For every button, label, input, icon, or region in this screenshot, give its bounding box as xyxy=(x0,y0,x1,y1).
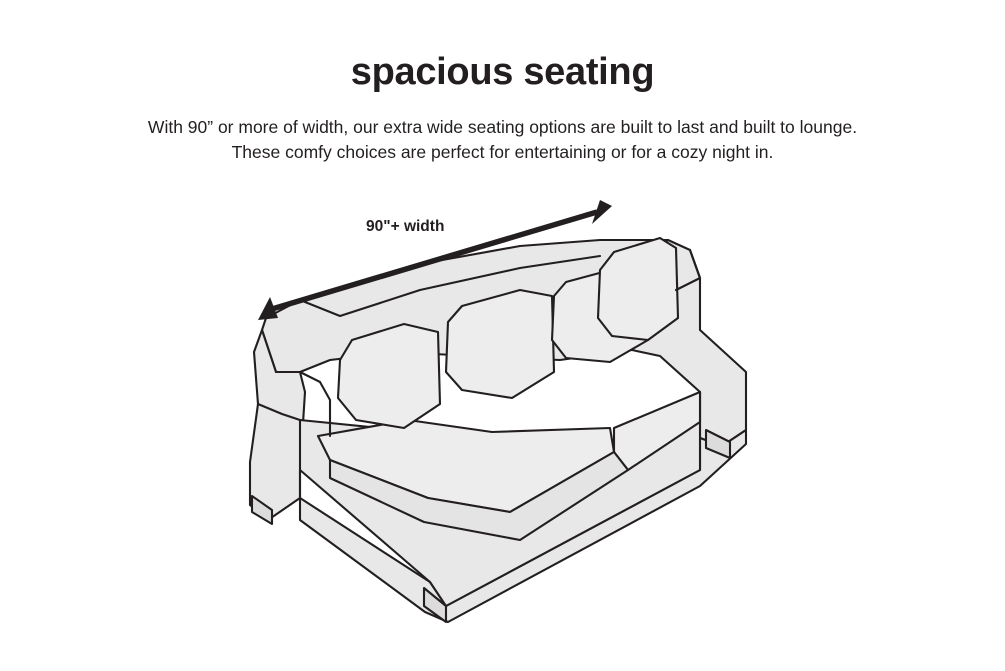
sofa-back-cushion-2 xyxy=(446,290,554,398)
width-dimension-label: 90"+ width xyxy=(366,218,445,235)
sofa-back-cushion-1 xyxy=(338,324,440,428)
page-title: spacious seating xyxy=(350,51,655,93)
subcopy-line-1: With 90” or more of width, our extra wide seating options are built to last and built to lounge. xyxy=(147,117,858,137)
subcopy-line-2: These comfy choices are perfect for entertaining or for a cozy night in. xyxy=(231,142,774,163)
